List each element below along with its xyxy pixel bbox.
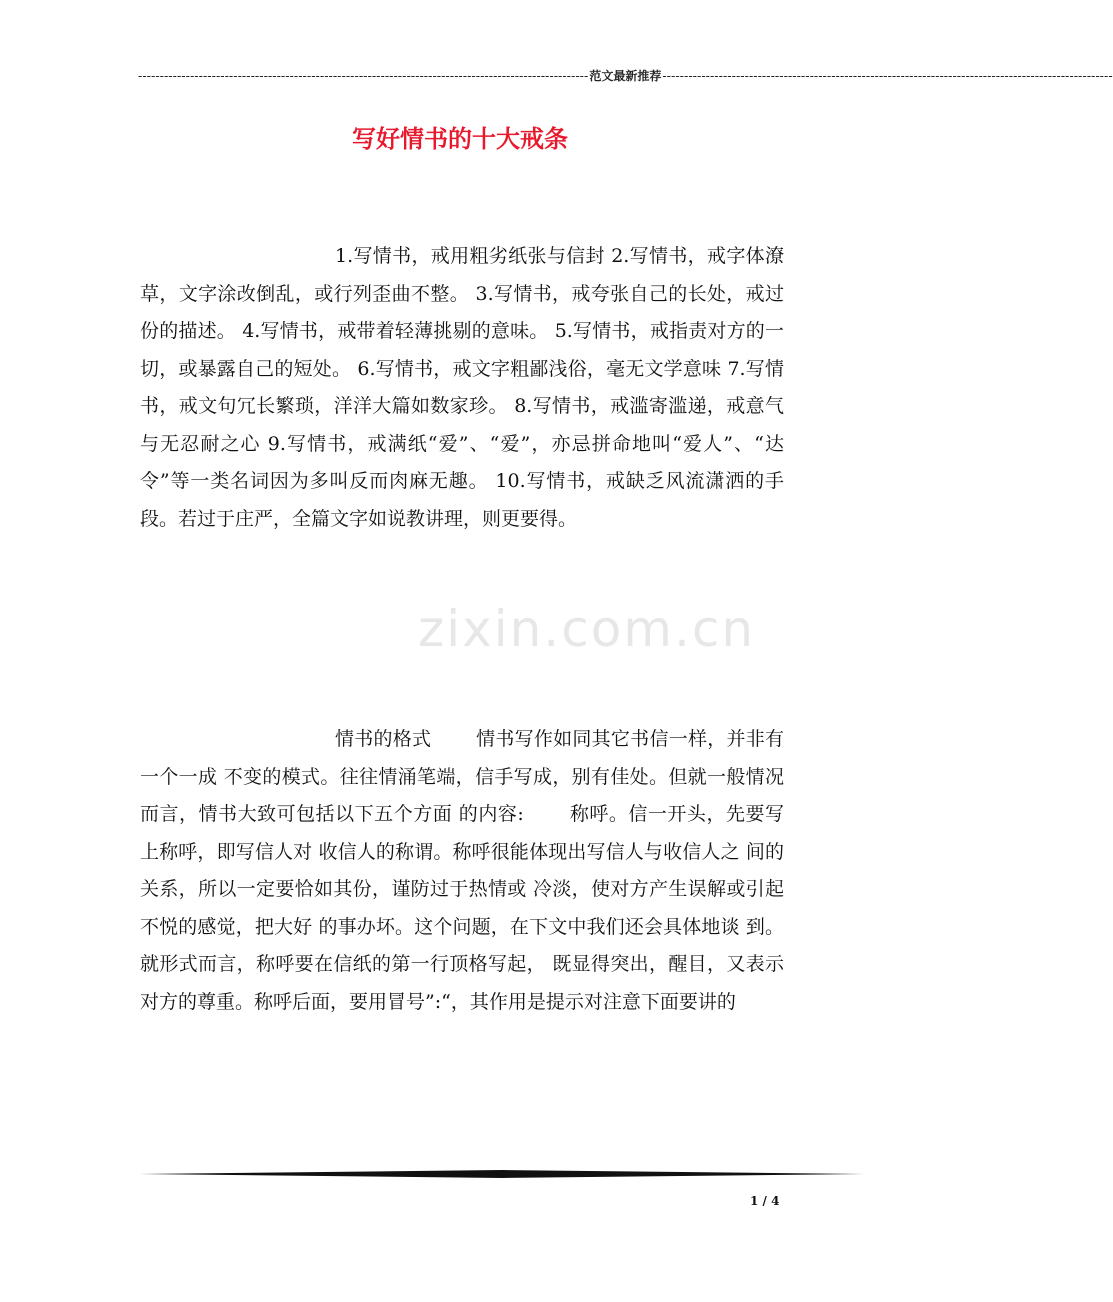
page-number: 1 / 4 [750,1194,780,1208]
header-dash-left: -------------------------------------------------------------------------------------------------------- [138,69,589,83]
header-dash-right: -------------------------------------------------------------------------------------------------------- [662,69,1113,83]
paragraph-format: 情书的格式 情书写作如同其它书信一样，并非有一个一成 不变的模式。往往情涌笔端，信手写成，别有佳处。但就一般情况而言，情书大致可包括以下五个方面 的内容: 称呼。信一开头，先要写上称呼，即写信人对 收信人的称谓。称呼很能体现出写信人与收信人之 间的关系，所以一定要恰如其份，谨防过于热情或 冷淡，使对方产生误解或引起不悦的感觉，把大好 的事办坏。这个问题，在下文中我们还会具体地谈 到。就形式而言，称呼要在信纸的第一行顶格写起， 既显得突出，醒目，又表示对方的尊重。称呼后面，要用冒号”:“，其作用是提示对注意下面要讲的 [140,728,784,1013]
header-label: 范文最新推荐 [589,69,662,83]
watermark: zixin.com.cn [418,600,756,658]
footer-rule [140,1169,864,1179]
document-title: 写好情书的十大戒条 [352,125,568,153]
paragraph-rules: 1.写情书，戒用粗劣纸张与信封 2.写情书，戒字体潦草，文字涂改倒乱，或行列歪曲不整。 3.写情书，戒夸张自己的长处，戒过份的描述。 4.写情书，戒带着轻薄挑剔的意味。 5.写情书，戒指责对方的一切，或暴露自己的短处。 6.写情书，戒文字粗鄙浅俗，毫无文学意味 7.写情书，戒文句冗长繁琐，洋洋大篇如数家珍。 8.写情书，戒滥寄滥递，戒意气与无忍耐之心 9.写情书，戒满纸“爱”、“爱”，亦忌拼命地叫“爱人”、“达令”等一类名词因为多叫反而肉麻无趣。 10.写情书，戒缺乏风流潇洒的手段。若过于庄严，全篇文字如说教讲理，则更要得。 [140,245,784,530]
header-banner [138,68,1113,84]
